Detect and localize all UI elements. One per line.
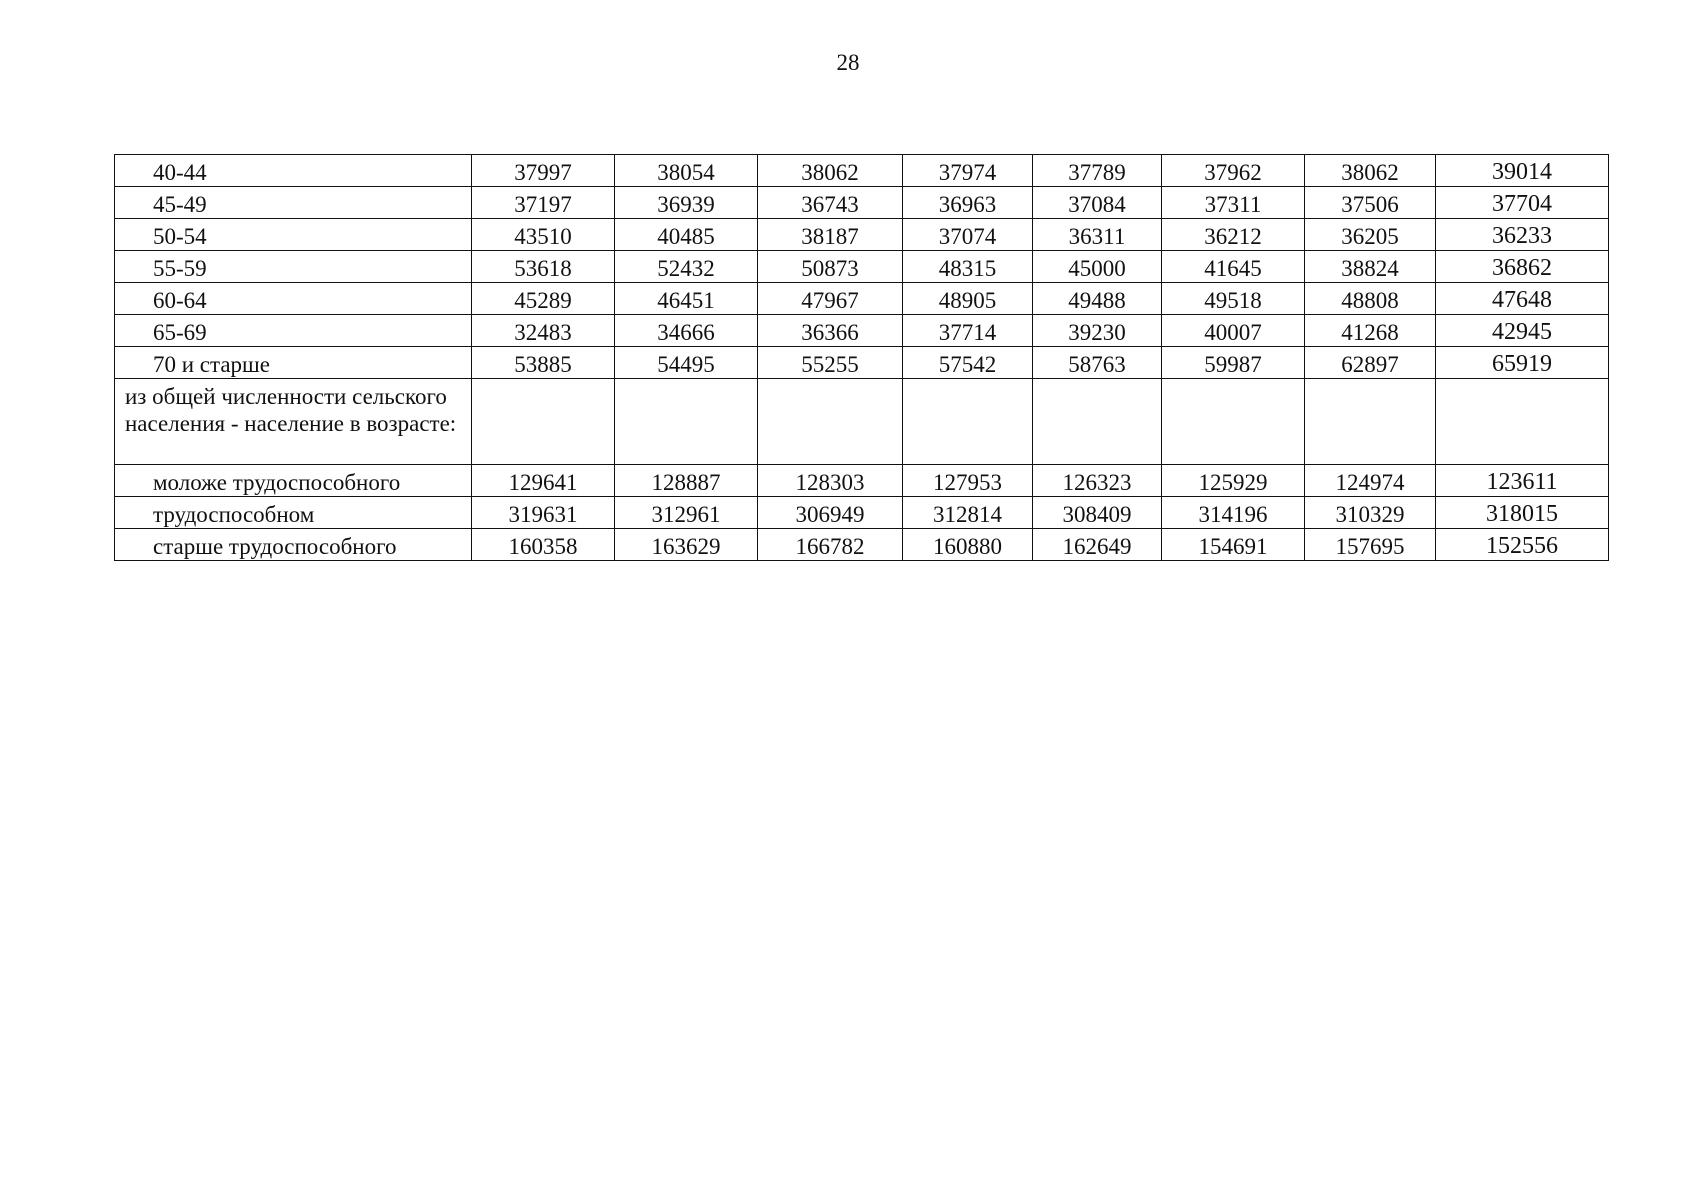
empty-cell (758, 379, 903, 465)
table-cell: 160880 (903, 529, 1033, 561)
table-cell: 59987 (1162, 347, 1305, 379)
table-cell: 123611 (1436, 465, 1609, 497)
table-cell: 32483 (472, 315, 615, 347)
table-cell: 36743 (758, 187, 903, 219)
table-cell: 50873 (758, 251, 903, 283)
table-body (115, 155, 1609, 561)
page-number: 28 (836, 50, 860, 75)
table-cell: 37197 (472, 187, 615, 219)
table-cell: 154691 (1162, 529, 1305, 561)
table-cell: 127953 (903, 465, 1033, 497)
table-cell: 319631 (472, 497, 615, 529)
table-cell: 41268 (1305, 315, 1436, 347)
table-cell: 53618 (472, 251, 615, 283)
table-cell: 152556 (1436, 529, 1609, 561)
section-header-row (115, 379, 1609, 465)
row-label: 55-59 (115, 251, 472, 283)
table-cell: 54495 (615, 347, 758, 379)
table-cell: 48905 (903, 283, 1033, 315)
table-row (115, 155, 1609, 187)
empty-cell (472, 379, 615, 465)
table-cell: 124974 (1305, 465, 1436, 497)
table-cell: 58763 (1033, 347, 1162, 379)
table-cell: 49488 (1033, 283, 1162, 315)
table-cell: 125929 (1162, 465, 1305, 497)
table-cell: 128887 (615, 465, 758, 497)
table-cell: 318015 (1436, 497, 1609, 529)
table-row (115, 347, 1609, 379)
table-cell: 37997 (472, 155, 615, 187)
row-label: трудоспособном (115, 497, 472, 529)
table-cell: 52432 (615, 251, 758, 283)
table-cell: 37074 (903, 219, 1033, 251)
table-cell: 38062 (1305, 155, 1436, 187)
table-cell: 157695 (1305, 529, 1436, 561)
table-cell: 38187 (758, 219, 903, 251)
row-label: 70 и старше (115, 347, 472, 379)
table-cell: 37311 (1162, 187, 1305, 219)
empty-cell (615, 379, 758, 465)
table-cell: 36205 (1305, 219, 1436, 251)
row-label: старше трудоспособного (115, 529, 472, 561)
empty-cell (903, 379, 1033, 465)
table-row (115, 315, 1609, 347)
table-cell: 160358 (472, 529, 615, 561)
table-cell: 314196 (1162, 497, 1305, 529)
table-cell: 36311 (1033, 219, 1162, 251)
table-cell: 310329 (1305, 497, 1436, 529)
table-cell: 37704 (1436, 187, 1609, 219)
table-cell: 312814 (903, 497, 1033, 529)
table-cell: 45000 (1033, 251, 1162, 283)
table-cell: 57542 (903, 347, 1033, 379)
table-cell: 38054 (615, 155, 758, 187)
table-cell: 36233 (1436, 219, 1609, 251)
table-cell: 37789 (1033, 155, 1162, 187)
table-row (115, 283, 1609, 315)
table-cell: 41645 (1162, 251, 1305, 283)
table-row (115, 529, 1609, 561)
empty-cell (1305, 379, 1436, 465)
table-row (115, 465, 1609, 497)
table-cell: 42945 (1436, 315, 1609, 347)
row-label: моложе трудоспособного (115, 465, 472, 497)
table-cell: 37084 (1033, 187, 1162, 219)
table-cell: 55255 (758, 347, 903, 379)
table-cell: 37962 (1162, 155, 1305, 187)
table-cell: 312961 (615, 497, 758, 529)
row-label: 50-54 (115, 219, 472, 251)
table-cell: 48315 (903, 251, 1033, 283)
table-cell: 306949 (758, 497, 903, 529)
table-cell: 37974 (903, 155, 1033, 187)
table-cell: 36212 (1162, 219, 1305, 251)
table-cell: 38062 (758, 155, 903, 187)
row-label: 40-44 (115, 155, 472, 187)
row-label: 65-69 (115, 315, 472, 347)
table-cell: 47967 (758, 283, 903, 315)
section-label: из общей численности сельского населения - население в возрасте: (115, 379, 472, 465)
table-cell: 40485 (615, 219, 758, 251)
table-cell: 40007 (1162, 315, 1305, 347)
table-cell: 129641 (472, 465, 615, 497)
table-cell: 65919 (1436, 347, 1609, 379)
table-row (115, 219, 1609, 251)
empty-cell (1033, 379, 1162, 465)
table-cell: 308409 (1033, 497, 1162, 529)
table-cell: 53885 (472, 347, 615, 379)
table-cell: 48808 (1305, 283, 1436, 315)
table-cell: 46451 (615, 283, 758, 315)
empty-cell (1162, 379, 1305, 465)
table-cell: 36939 (615, 187, 758, 219)
table-cell: 37714 (903, 315, 1033, 347)
table-cell: 36963 (903, 187, 1033, 219)
table-cell: 163629 (615, 529, 758, 561)
table-cell: 62897 (1305, 347, 1436, 379)
table-cell: 49518 (1162, 283, 1305, 315)
table-cell: 38824 (1305, 251, 1436, 283)
row-label: 45-49 (115, 187, 472, 219)
table-cell: 34666 (615, 315, 758, 347)
empty-cell (1436, 379, 1609, 465)
table-cell: 36366 (758, 315, 903, 347)
table-cell: 43510 (472, 219, 615, 251)
table-row (115, 187, 1609, 219)
table-cell: 37506 (1305, 187, 1436, 219)
table-cell: 36862 (1436, 251, 1609, 283)
row-label: 60-64 (115, 283, 472, 315)
table-cell: 39230 (1033, 315, 1162, 347)
table-cell: 47648 (1436, 283, 1609, 315)
table-cell: 126323 (1033, 465, 1162, 497)
population-table (114, 154, 1609, 561)
table-cell: 162649 (1033, 529, 1162, 561)
table-row (115, 251, 1609, 283)
table-cell: 166782 (758, 529, 903, 561)
table-cell: 39014 (1436, 155, 1609, 187)
table-cell: 45289 (472, 283, 615, 315)
table-cell: 128303 (758, 465, 903, 497)
table-row (115, 497, 1609, 529)
